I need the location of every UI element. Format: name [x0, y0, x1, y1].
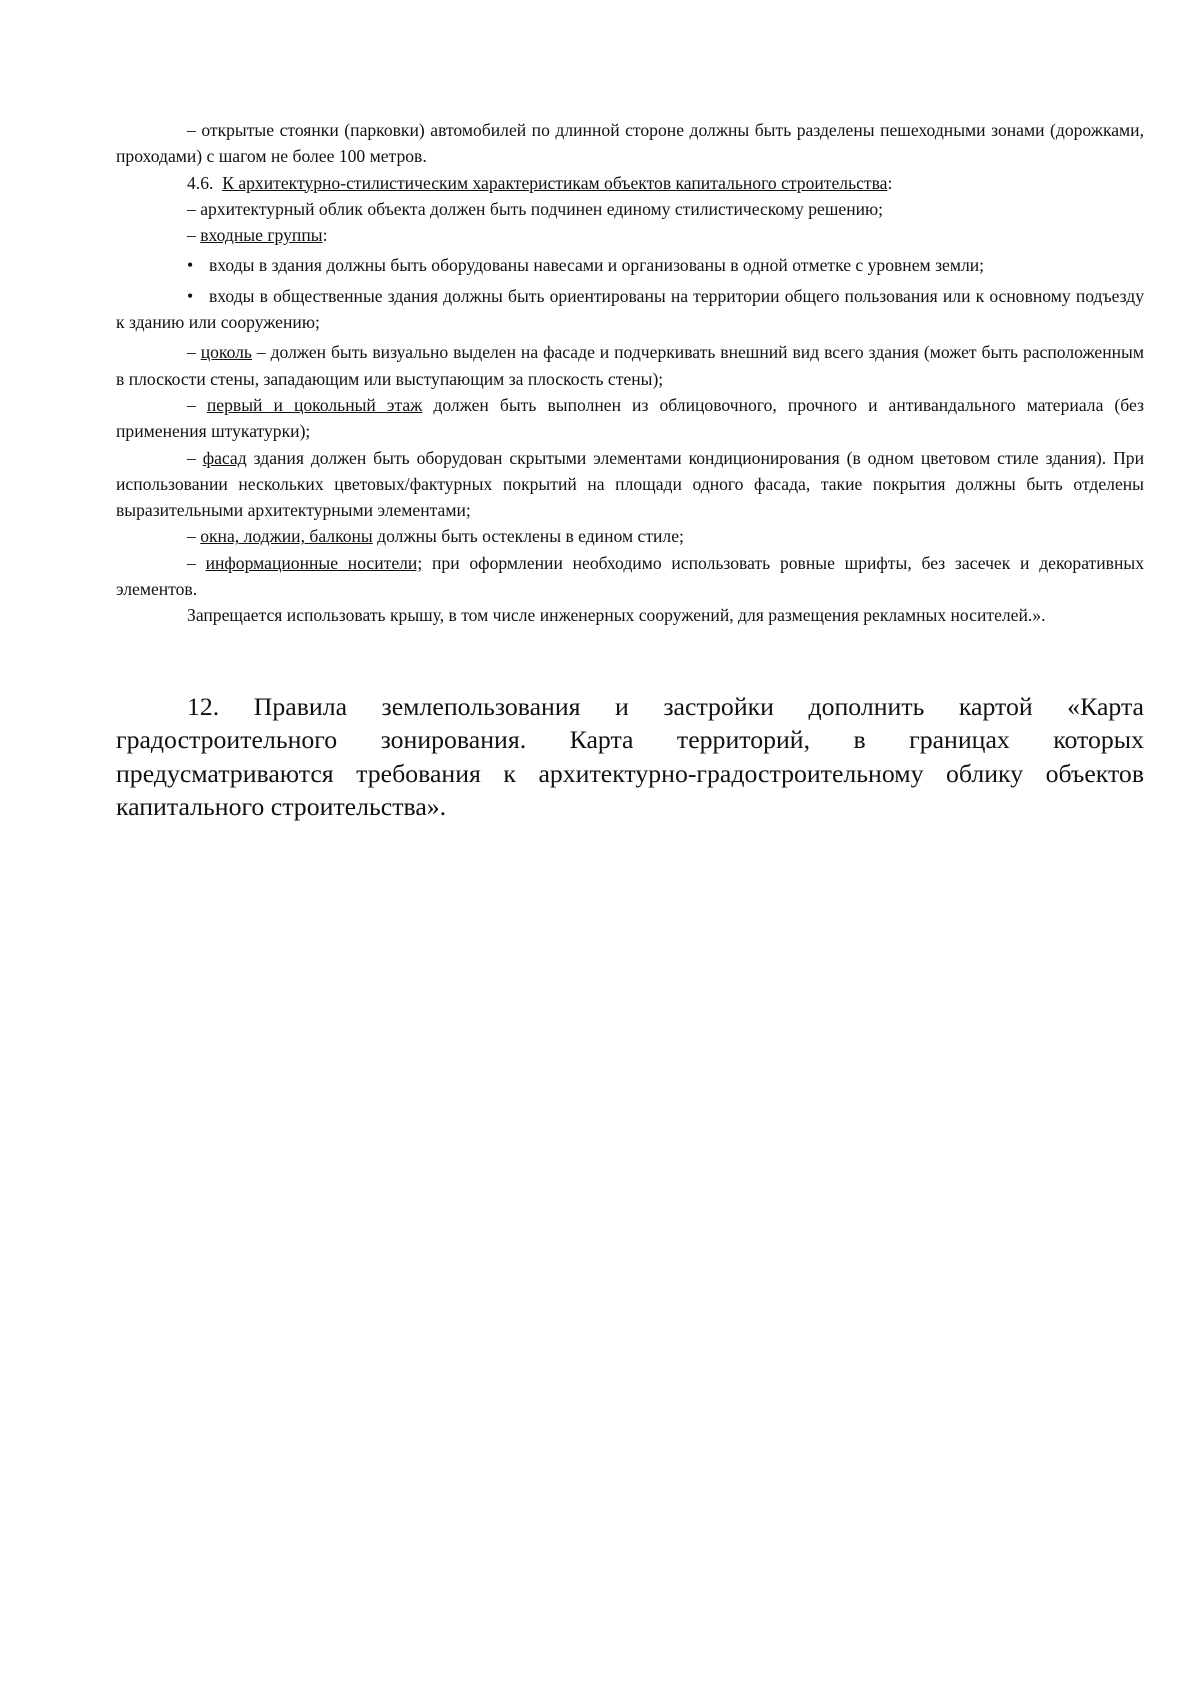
first-floor-label: первый и цокольный этаж	[206, 394, 423, 415]
section-title: К архитектурно-стилистическим характеристикам объектов капитального строительства	[222, 172, 888, 193]
windows-label: окна, лоджии, балконы	[200, 526, 373, 547]
windows-text: должны быть остеклены в едином стиле;	[372, 526, 684, 547]
plinth-item	[116, 339, 1144, 392]
info-carriers-text: при оформлении необходимо использовать ровные шрифты, без засечек и декоративных элементов.	[116, 552, 1145, 600]
entrance-groups-colon: :	[322, 225, 328, 246]
windows-item	[116, 523, 1144, 549]
bullet-item-entrances	[116, 252, 1144, 278]
list-dash: –	[187, 225, 201, 246]
appearance-item: – архитектурный облик объекта должен быть подчинен единому стилистическому решению;	[187, 198, 884, 219]
bullet-icon: •	[187, 285, 194, 306]
list-dash: –	[187, 526, 201, 547]
list-dash: –	[187, 342, 201, 363]
plinth-label: цоколь	[200, 342, 252, 363]
list-dash: –	[187, 552, 206, 573]
plinth-text: – должен быть визуально выделен на фасаде и подчеркивать внешний вид всего здания (может быть расположенным в плоскости стены, западающим или выступающим за плоскость стены);	[116, 342, 1144, 389]
section-4-6-heading	[116, 170, 1144, 196]
roof-prohibition-paragraph: Запрещается использовать крышу, в том числе инженерных сооружений, для размещения рекламных носителей.».	[187, 605, 1046, 626]
document-body	[116, 117, 1144, 629]
bullet-text: входы в здания должны быть оборудованы навесами и организованы в одной отметке с уровнем земли;	[209, 255, 985, 276]
bullet-text: входы в общественные здания должны быть ориентированы на территории общего пользования или к основному подъезду к зданию или сооружению;	[116, 285, 1144, 333]
info-carriers-label: информационные носители;	[205, 552, 423, 573]
bullet-item-public-entrances	[116, 283, 1144, 336]
facade-text: здания должен быть оборудован скрытыми элементами кондиционирования (в одном цветовом стиле здания). При использовании нескольких цветовых/фактурных покрытий на площади одного фасада, такие покрытия должны быть отделены выразительными архитектурными элементами;	[116, 447, 1144, 521]
first-floor-item	[116, 392, 1144, 445]
entrance-groups-item	[116, 222, 1144, 248]
section-title-colon: :	[887, 172, 893, 193]
section-number: 4.6.	[187, 172, 214, 193]
facade-item	[116, 445, 1144, 524]
item-12-paragraph: 12. Правила землепользования и застройки дополнить картой «Карта градостроительного зонирования. Карта территорий, в границах которых предусматриваются требования к архитектурно-градостроительному облику объектов капитального строительства».	[116, 692, 1144, 822]
list-dash: –	[187, 447, 203, 468]
bullet-icon: •	[187, 255, 194, 276]
entrance-groups-label: входные группы	[200, 225, 323, 246]
facade-label: фасад	[202, 447, 247, 468]
parking-paragraph: – открытые стоянки (парковки) автомобилей по длинной стороне должны быть разделены пешеходными зонами (дорожками, проходами) с шагом не более 100 метров.	[116, 120, 1144, 167]
list-dash: –	[187, 394, 207, 415]
info-carriers-item	[116, 550, 1144, 603]
first-floor-text: должен быть выполнен из облицовочного, прочного и антивандального материала (без применения штукатурки);	[116, 394, 1144, 442]
